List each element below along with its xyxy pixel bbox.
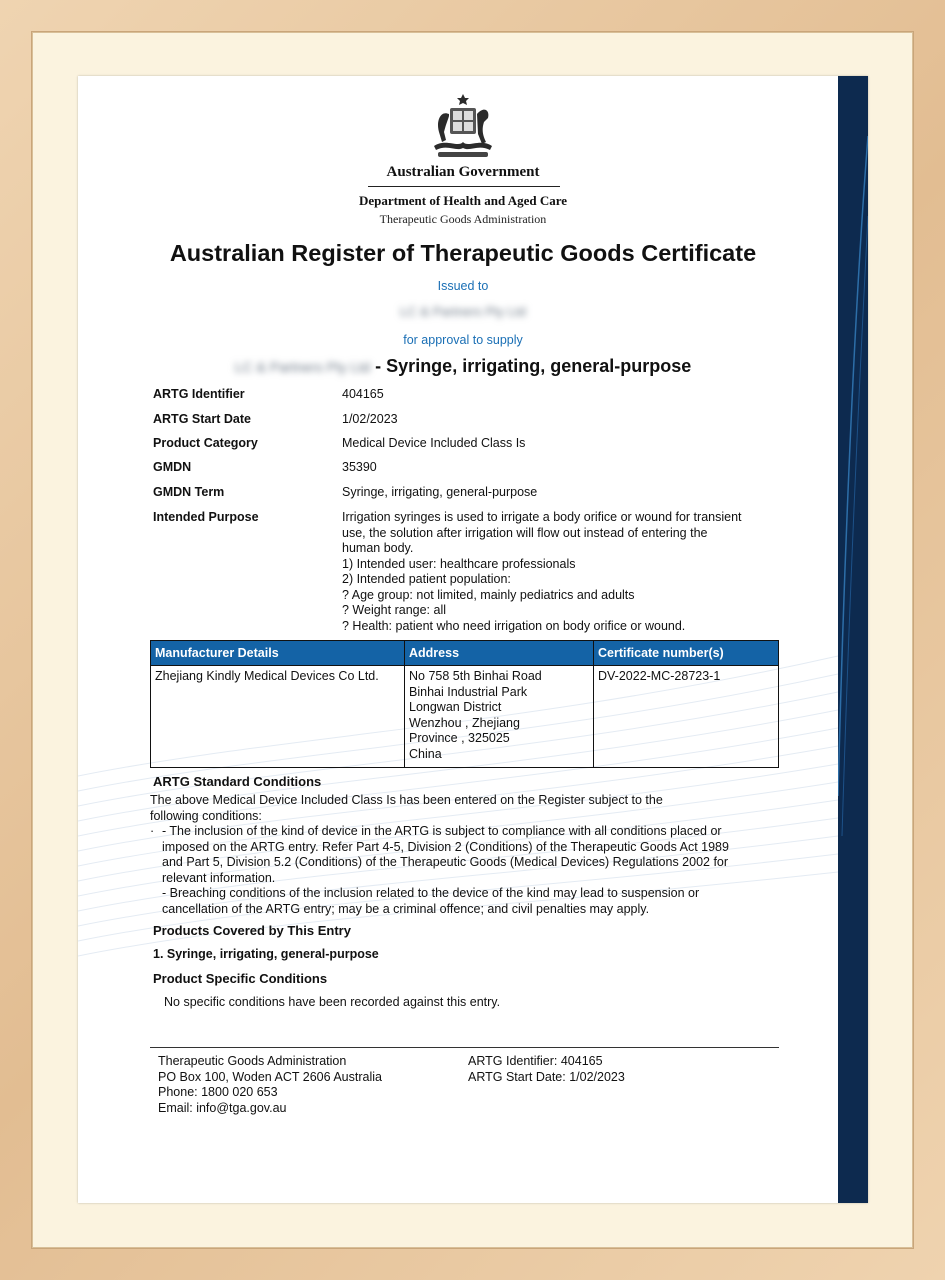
table-row xyxy=(151,666,779,768)
footer-line: ARTG Start Date: 1/02/2023 xyxy=(468,1069,625,1084)
coat-of-arms-icon xyxy=(428,92,498,162)
purpose-line: ? Age group: not limited, mainly pediatrics and adults xyxy=(342,587,635,602)
certificate-page xyxy=(78,76,868,1203)
footer-artg-info xyxy=(468,1054,768,1085)
purpose-line: ? Health: patient who need irrigation on body orifice or wound. xyxy=(342,618,686,633)
footer-line: Phone: 1800 020 653 xyxy=(158,1085,278,1099)
government-name: Australian Government xyxy=(386,164,540,180)
intended-purpose-text xyxy=(342,510,782,634)
intro-line: following conditions: xyxy=(150,808,262,823)
purpose-line: 2) Intended patient population: xyxy=(342,572,511,586)
agency-name: Therapeutic Goods Administration xyxy=(379,212,547,226)
footer-line: Therapeutic Goods Administration xyxy=(158,1054,347,1068)
field-value: Syringe, irrigating, general-purpose xyxy=(342,485,538,499)
address-line: Wenzhou , Zhejiang xyxy=(409,715,520,730)
header-divider xyxy=(368,186,560,187)
condition-bullet: · xyxy=(150,824,155,838)
field-label: ARTG Start Date xyxy=(153,412,251,426)
intro-line: The above Medical Device Included Class Is has been entered on the Register subject to the xyxy=(150,793,663,807)
field-value: Medical Device Included Class Is xyxy=(342,436,526,450)
address-line: Longwan District xyxy=(409,700,502,714)
table-header-row xyxy=(151,641,779,666)
standard-conditions-list xyxy=(162,824,802,917)
product-heading xyxy=(78,356,848,377)
purpose-line: Irrigation syringes is used to irrigate a body orifice or wound for transient xyxy=(342,510,742,524)
holder-name-redacted: LC & Partners Pty Ltd xyxy=(400,304,526,319)
certificate-title: Australian Register of Therapeutic Goods Certificate xyxy=(169,240,757,266)
field-value: 404165 xyxy=(342,387,384,401)
footer-line: Email: info@tga.gov.au xyxy=(158,1100,287,1115)
column-header: Address xyxy=(405,641,594,666)
manufacturer-address xyxy=(405,666,594,768)
address-line: Province , 325025 xyxy=(409,731,510,745)
address-line: China xyxy=(409,746,442,761)
column-header: Manufacturer Details xyxy=(151,641,405,666)
certificate-holder xyxy=(78,304,848,319)
manufacturer-table xyxy=(150,640,779,768)
address-line: No 758 5th Binhai Road xyxy=(409,669,542,683)
footer-contact xyxy=(158,1054,458,1116)
condition-line: relevant information. xyxy=(162,870,276,885)
condition-line: - The inclusion of the kind of device in the ARTG is subject to compliance with all conditions placed or xyxy=(162,824,722,838)
specific-conditions-heading: Product Specific Conditions xyxy=(153,971,328,986)
purpose-line: 1) Intended user: healthcare professionals xyxy=(342,556,576,571)
field-label: Product Category xyxy=(153,436,258,450)
field-label: GMDN Term xyxy=(153,485,225,499)
purpose-line: use, the solution after irrigation will flow out instead of entering the xyxy=(342,525,708,540)
column-header: Certificate number(s) xyxy=(594,641,779,666)
field-label: ARTG Identifier xyxy=(153,387,245,401)
field-label: Intended Purpose xyxy=(153,510,259,524)
footer-divider xyxy=(150,1047,779,1048)
specific-conditions-text: No specific conditions have been recorded against this entry. xyxy=(164,995,501,1009)
product-sponsor-redacted: LC & Partners Pty Ltd xyxy=(234,359,371,375)
condition-line: cancellation of the ARTG entry; may be a criminal offence; and civil penalties may apply. xyxy=(162,901,650,916)
issued-to-label: Issued to xyxy=(437,279,489,293)
certificate-number: DV-2022-MC-28723-1 xyxy=(594,666,779,768)
manufacturer-name: Zhejiang Kindly Medical Devices Co Ltd. xyxy=(151,666,405,768)
address-line: Binhai Industrial Park xyxy=(409,684,528,699)
condition-line: imposed on the ARTG entry. Refer Part 4-5, Division 2 (Conditions) of the Therapeutic Goods Act 1989 xyxy=(162,839,729,854)
department-name: Department of Health and Aged Care xyxy=(358,193,568,208)
field-label: GMDN xyxy=(153,460,192,474)
product-item: 1. Syringe, irrigating, general-purpose xyxy=(153,947,379,961)
footer-line: PO Box 100, Woden ACT 2606 Australia xyxy=(158,1069,382,1084)
condition-line: and Part 5, Division 5.2 (Conditions) of the Therapeutic Goods (Medical Devices) Regulations 2002 for xyxy=(162,855,729,869)
purpose-line: ? Weight range: all xyxy=(342,603,446,617)
footer-line: ARTG Identifier: 404165 xyxy=(468,1054,603,1068)
approval-label: for approval to supply xyxy=(403,333,523,347)
product-heading-text: - Syringe, irrigating, general-purpose xyxy=(370,356,692,376)
field-value: 1/02/2023 xyxy=(342,412,398,426)
purpose-line: human body. xyxy=(342,541,414,555)
field-value: 35390 xyxy=(342,460,377,474)
condition-line: - Breaching conditions of the inclusion related to the device of the kind may lead to suspension or xyxy=(162,886,700,900)
standard-conditions-heading: ARTG Standard Conditions xyxy=(153,774,322,789)
products-covered-heading: Products Covered by This Entry xyxy=(153,923,351,938)
standard-conditions-intro xyxy=(150,793,790,824)
